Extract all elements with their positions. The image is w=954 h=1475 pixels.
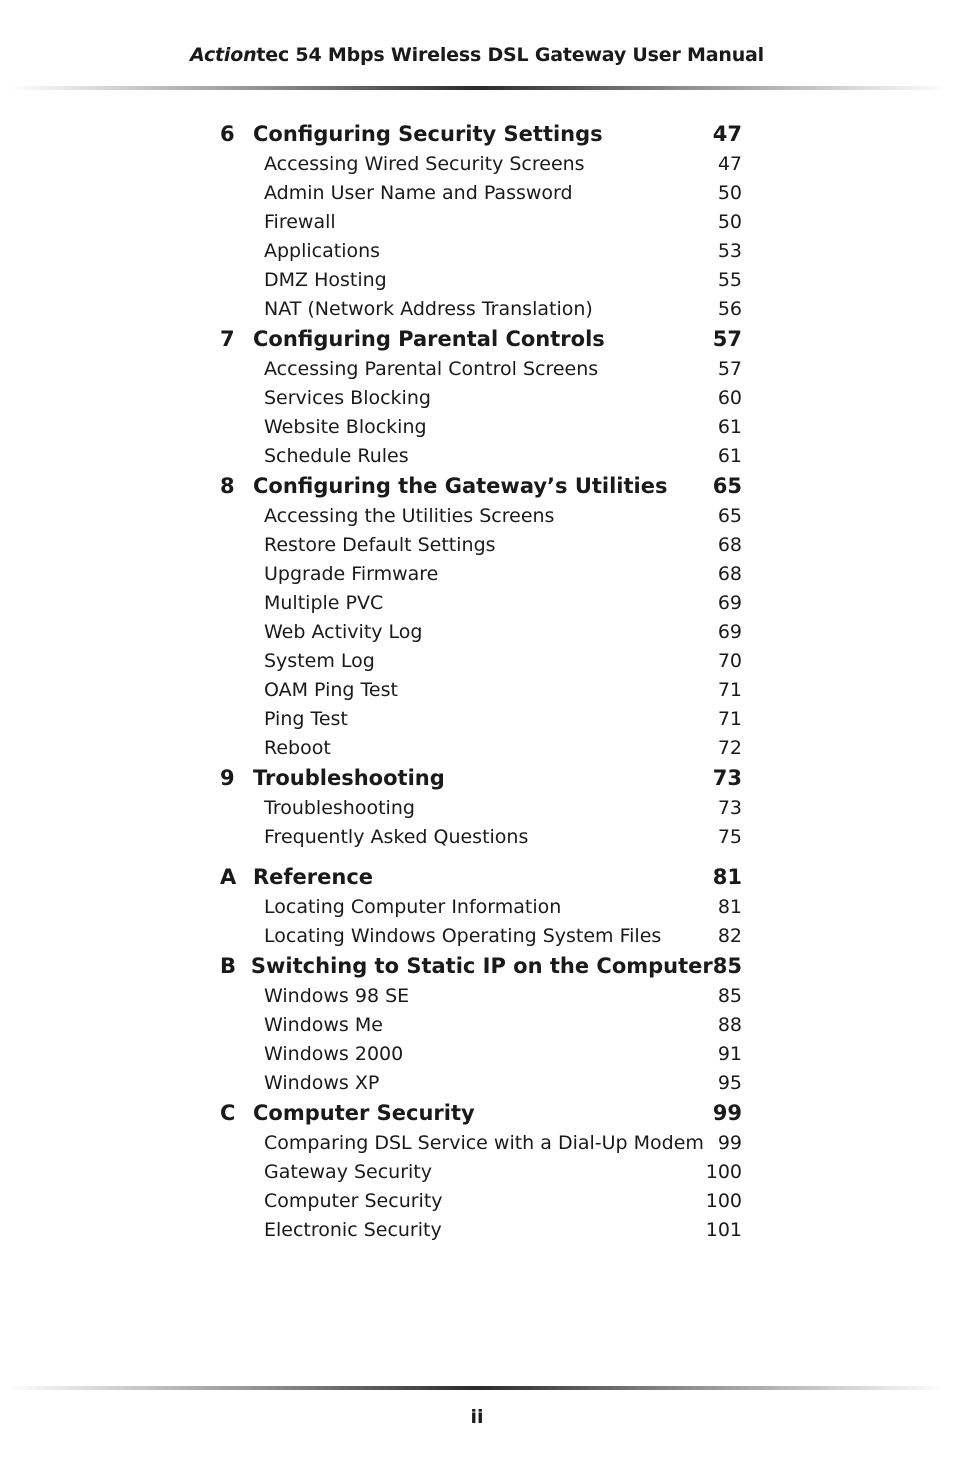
header-title: tec 54 Mbps Wireless DSL Gateway User Manual: [256, 44, 764, 66]
table-of-contents: [220, 119, 742, 1245]
toc-entry[interactable]: [220, 734, 742, 763]
entry-title: NAT (Network Address Translation): [264, 298, 593, 320]
toc-chapter[interactable]: [220, 471, 742, 502]
entry-title: System Log: [264, 650, 375, 672]
entry-title: Restore Default Settings: [264, 534, 496, 556]
chapter-number: 6: [220, 122, 235, 146]
toc-entry[interactable]: [220, 266, 742, 295]
entry-title: Ping Test: [264, 708, 348, 730]
toc-entry[interactable]: [220, 413, 742, 442]
entry-page: 100: [705, 1190, 742, 1212]
chapter-title: Reference: [253, 865, 374, 889]
entry-title: Accessing Parental Control Screens: [264, 358, 599, 380]
entry-title: Website Blocking: [264, 416, 427, 438]
entry-title: Accessing the Utilities Screens: [264, 505, 555, 527]
entry-title: Admin User Name and Password: [264, 182, 573, 204]
entry-page: 50: [717, 182, 742, 204]
toc-entry[interactable]: [220, 1011, 742, 1040]
chapter-title: Troubleshooting: [253, 766, 445, 790]
toc-entry[interactable]: [220, 150, 742, 179]
entry-page: 82: [717, 925, 742, 947]
toc-chapter[interactable]: [220, 862, 742, 893]
chapter-number: 9: [220, 766, 235, 790]
toc-chapter[interactable]: [220, 119, 742, 150]
entry-page: 69: [717, 592, 742, 614]
toc-chapter[interactable]: [220, 763, 742, 794]
entry-page: 81: [717, 896, 742, 918]
entry-page: 55: [717, 269, 742, 291]
toc-entry[interactable]: [220, 355, 742, 384]
chapter-number: A: [220, 865, 237, 889]
chapter-number: C: [220, 1101, 236, 1125]
entry-page: 71: [717, 708, 742, 730]
entry-title: Windows 98 SE: [264, 985, 410, 1007]
entry-title: Schedule Rules: [264, 445, 409, 467]
entry-title: Applications: [264, 240, 381, 262]
toc-entry[interactable]: [220, 893, 742, 922]
entry-title: Upgrade Firmware: [264, 563, 439, 585]
entry-title: Accessing Wired Security Screens: [264, 153, 585, 175]
toc-entry[interactable]: [220, 982, 742, 1011]
chapter-page: 73: [712, 766, 742, 790]
chapter-title: Configuring Parental Controls: [253, 327, 605, 351]
entry-title: Firewall: [264, 211, 336, 233]
entry-page: 69: [717, 621, 742, 643]
toc-chapter[interactable]: [220, 324, 742, 355]
toc-entry[interactable]: [220, 647, 742, 676]
entry-page: 68: [717, 563, 742, 585]
page-number: ii: [470, 1406, 484, 1428]
toc-entry[interactable]: [220, 208, 742, 237]
entry-title: Windows 2000: [264, 1043, 404, 1065]
toc-entry[interactable]: [220, 1187, 742, 1216]
entry-page: 101: [705, 1219, 742, 1241]
toc-entry[interactable]: [220, 1216, 742, 1245]
entry-page: 68: [717, 534, 742, 556]
entry-page: 88: [717, 1014, 742, 1036]
toc-chapter[interactable]: [220, 1098, 742, 1129]
toc-entry[interactable]: [220, 442, 742, 471]
chapter-page: 57: [712, 327, 742, 351]
entry-title: OAM Ping Test: [264, 679, 398, 701]
toc-entry[interactable]: [220, 1158, 742, 1187]
toc-entry[interactable]: [220, 823, 742, 852]
toc-entry[interactable]: [220, 531, 742, 560]
chapter-page: 47: [712, 122, 742, 146]
entry-page: 70: [717, 650, 742, 672]
toc-entry[interactable]: [220, 295, 742, 324]
entry-page: 57: [717, 358, 742, 380]
chapter-number: 7: [220, 327, 235, 351]
toc-entry[interactable]: [220, 1040, 742, 1069]
toc-entry[interactable]: [220, 676, 742, 705]
chapter-page: 99: [712, 1101, 742, 1125]
entry-page: 85: [717, 985, 742, 1007]
entry-title: Web Activity Log: [264, 621, 423, 643]
chapter-page: 81: [712, 865, 742, 889]
toc-entry[interactable]: [220, 179, 742, 208]
entry-title: Comparing DSL Service with a Dial-Up Modem: [264, 1132, 704, 1154]
chapter-title: Computer Security: [253, 1101, 475, 1125]
entry-title: DMZ Hosting: [264, 269, 387, 291]
entry-title: Troubleshooting: [264, 797, 415, 819]
header-divider: [8, 86, 946, 90]
chapter-number: B: [220, 954, 237, 978]
entry-title: Gateway Security: [264, 1161, 432, 1183]
entry-page: 100: [705, 1161, 742, 1183]
entry-page: 71: [717, 679, 742, 701]
entry-page: 50: [717, 211, 742, 233]
entry-page: 47: [717, 153, 742, 175]
entry-page: 65: [717, 505, 742, 527]
header-brand-italic: Action: [190, 44, 257, 66]
entry-title: Electronic Security: [264, 1219, 442, 1241]
entry-page: 72: [717, 737, 742, 759]
entry-title: Windows XP: [264, 1072, 380, 1094]
toc-entry[interactable]: [220, 922, 742, 951]
toc-entry[interactable]: [220, 1129, 742, 1158]
entry-title: Services Blocking: [264, 387, 431, 409]
entry-page: 99: [717, 1132, 742, 1154]
entry-page: 56: [717, 298, 742, 320]
entry-page: 60: [717, 387, 742, 409]
toc-entry[interactable]: [220, 618, 742, 647]
footer-divider: [8, 1386, 946, 1390]
entry-page: 73: [717, 797, 742, 819]
entry-page: 95: [717, 1072, 742, 1094]
entry-page: 75: [717, 826, 742, 848]
toc-entry[interactable]: [220, 237, 742, 266]
entry-title: Frequently Asked Questions: [264, 826, 529, 848]
chapter-number: 8: [220, 474, 235, 498]
entry-page: 61: [717, 445, 742, 467]
entry-page: 91: [717, 1043, 742, 1065]
entry-title: Computer Security: [264, 1190, 443, 1212]
toc-entry[interactable]: [220, 589, 742, 618]
toc-entry[interactable]: [220, 1069, 742, 1098]
toc-entry[interactable]: [220, 705, 742, 734]
chapter-page: 85: [712, 954, 742, 978]
entry-title: Reboot: [264, 737, 331, 759]
chapter-page: 65: [712, 474, 742, 498]
chapter-title: Configuring Security Settings: [253, 122, 603, 146]
running-header: [0, 44, 954, 66]
chapter-title: Configuring the Gateway’s Utilities: [253, 474, 668, 498]
entry-title: Locating Windows Operating System Files: [264, 925, 662, 947]
entry-title: Locating Computer Information: [264, 896, 562, 918]
chapter-title: Switching to Static IP on the Computer: [250, 954, 713, 978]
entry-title: Multiple PVC: [264, 592, 384, 614]
entry-page: 53: [717, 240, 742, 262]
toc-chapter[interactable]: [220, 951, 742, 982]
entry-page: 61: [717, 416, 742, 438]
toc-entry[interactable]: [220, 502, 742, 531]
entry-title: Windows Me: [264, 1014, 383, 1036]
toc-entry[interactable]: [220, 384, 742, 413]
toc-entry[interactable]: [220, 794, 742, 823]
toc-entry[interactable]: [220, 560, 742, 589]
